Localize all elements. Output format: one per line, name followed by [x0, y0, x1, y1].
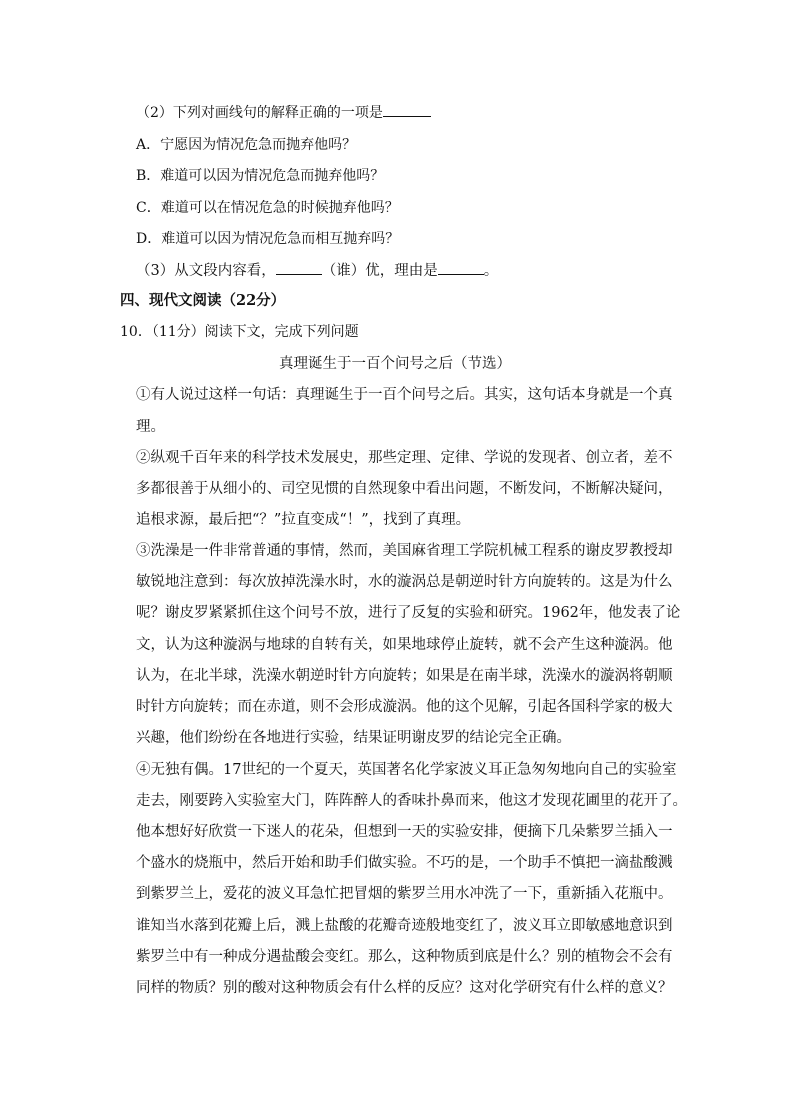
question-2-prompt — [136, 104, 431, 122]
article-line: 理。 — [136, 419, 165, 435]
question-3-part1: （3）从文段内容看， — [136, 263, 276, 279]
option-b: B．难道可以因为情况危急而抛弃他吗？ — [136, 168, 385, 184]
article-line: 多都很善于从细小的、司空见惯的自然现象中看出问题，不断发问，不断解决疑问， — [136, 481, 673, 497]
article-line: 走去，刚要跨入实验室大门，阵阵醉人的香味扑鼻而来，他这才发现花圃里的花开了。 — [136, 793, 687, 809]
section-heading: 四、现代文阅读（22分） — [120, 292, 286, 309]
article-line: ④无独有偶。17世纪的一个夏天，英国著名化学家波义耳正急匆匆地向自己的实验室 — [136, 762, 677, 778]
answer-blank — [276, 262, 322, 275]
article-line: 呢？谢皮罗紧紧抓住这个问号不放，进行了反复的实验和研究。1962年，他发表了论 — [136, 605, 681, 621]
article-line: 谁知当水落到花瓣上后，溅上盐酸的花瓣奇迹般地变红了，波义耳立即敏感地意识到 — [136, 918, 673, 934]
article-line: 到紫罗兰上，爱花的波义耳急忙把冒烟的紫罗兰用水冲洗了一下，重新插入花瓶中。 — [136, 886, 673, 902]
article-line: 追根求源，最后把“？”拉直变成“！”，找到了真理。 — [136, 512, 471, 528]
option-d: D．难道可以因为情况危急而相互抛弃吗？ — [136, 231, 400, 247]
article-line: 时针方向旋转；而在赤道，则不会形成漩涡。他的这个见解，引起各国科学家的极大 — [136, 699, 673, 715]
article-title: 真理诞生于一百个问号之后（节选） — [279, 356, 511, 372]
article-line: 个盛水的烧瓶中，然后开始和助手们做实验。不巧的是，一个助手不慎把一滴盐酸溅 — [136, 855, 673, 871]
option-a: A．宁愿因为情况危急而抛弃他吗？ — [136, 137, 357, 153]
article-line: 认为，在北半球，洗澡水朝逆时针方向旋转；如果是在南半球，洗澡水的漩涡将朝顺 — [136, 668, 673, 684]
article-line: ②纵观千百年来的科学技术发展史，那些定理、定律、学说的发现者、创立者，差不 — [136, 450, 673, 466]
question-2-prompt-text: （2）下列对画线句的解释正确的一项是 — [136, 105, 383, 121]
question-3-part3: 。 — [483, 263, 499, 279]
question-3-part2: （谁）优，理由是 — [321, 263, 438, 279]
question-3 — [136, 262, 498, 280]
option-c: C．难道可以在情况危急的时候抛弃他吗？ — [136, 200, 399, 216]
article-line: 文，认为这种漩涡与地球的自转有关，如果地球停止旋转，就不会产生这种漩涡。他 — [136, 637, 673, 653]
article-line: ③洗澡是一件非常普通的事情，然而，美国麻省理工学院机械工程系的谢皮罗教授却 — [136, 543, 673, 559]
article-line: ①有人说过这样一句话：真理诞生于一百个问号之后。其实，这句话本身就是一个真 — [136, 387, 673, 403]
article-line: 兴趣，他们纷纷在各地进行实验，结果证明谢皮罗的结论完全正确。 — [136, 730, 571, 746]
question-10-prompt: 10．（11分）阅读下文，完成下列问题 — [120, 324, 359, 340]
article-line: 他本想好好欣赏一下迷人的花朵，但想到一天的实验安排，便摘下几朵紫罗兰插入一 — [136, 824, 673, 840]
article-line: 同样的物质？别的酸对这种物质会有什么样的反应？这对化学研究有什么样的意义？ — [136, 980, 673, 996]
answer-blank — [383, 104, 431, 117]
answer-blank — [438, 262, 484, 275]
article-line: 紫罗兰中有一种成分遇盐酸会变红。那么，这种物质到底是什么？别的植物会不会有 — [136, 949, 673, 965]
article-line: 敏锐地注意到：每次放掉洗澡水时，水的漩涡总是朝逆时针方向旋转的。这是为什么 — [136, 574, 673, 590]
